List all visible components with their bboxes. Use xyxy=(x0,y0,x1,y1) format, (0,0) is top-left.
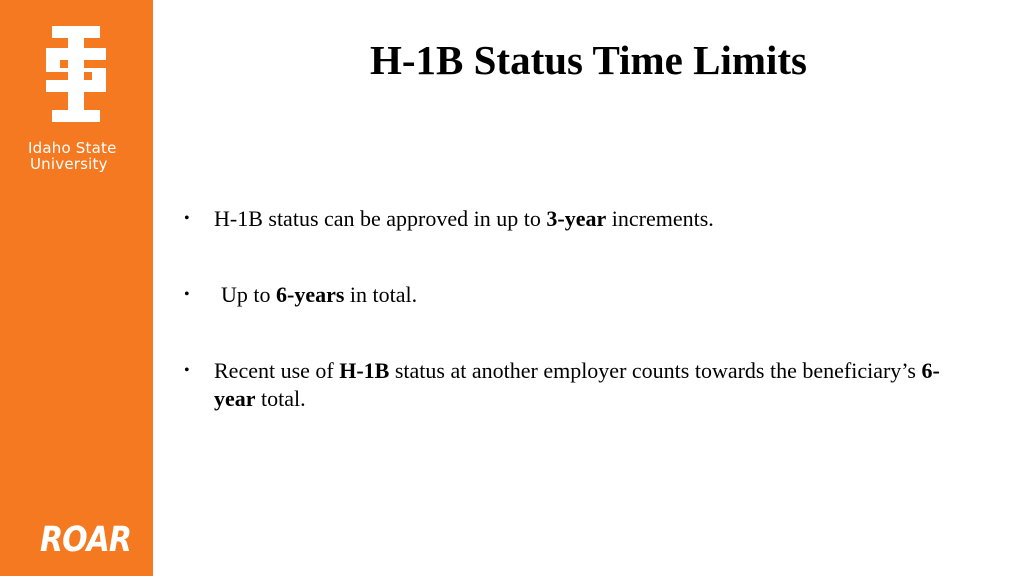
university-name-line1: Idaho State xyxy=(28,139,117,157)
university-name xyxy=(18,140,138,172)
slide-title: H-1B Status Time Limits xyxy=(369,37,807,83)
sidebar xyxy=(0,0,153,576)
bullet-item: • Recent use of H-1B status at another employer counts towards the beneficiary’s 6-year total. xyxy=(184,358,940,411)
bullet-dot: • xyxy=(184,362,190,379)
bullet-item: • H-1B status can be approved in up to 3-year increments. xyxy=(184,206,714,231)
bullet-item: • Up to 6-years in total. xyxy=(184,282,418,307)
roar-tagline: ROAR xyxy=(40,520,131,561)
university-name-line2: University xyxy=(30,155,108,173)
isu-monogram-icon xyxy=(38,26,114,122)
bullet-dot: • xyxy=(184,210,190,227)
bullet-list xyxy=(184,205,944,413)
bullet-dot: • xyxy=(184,286,190,303)
